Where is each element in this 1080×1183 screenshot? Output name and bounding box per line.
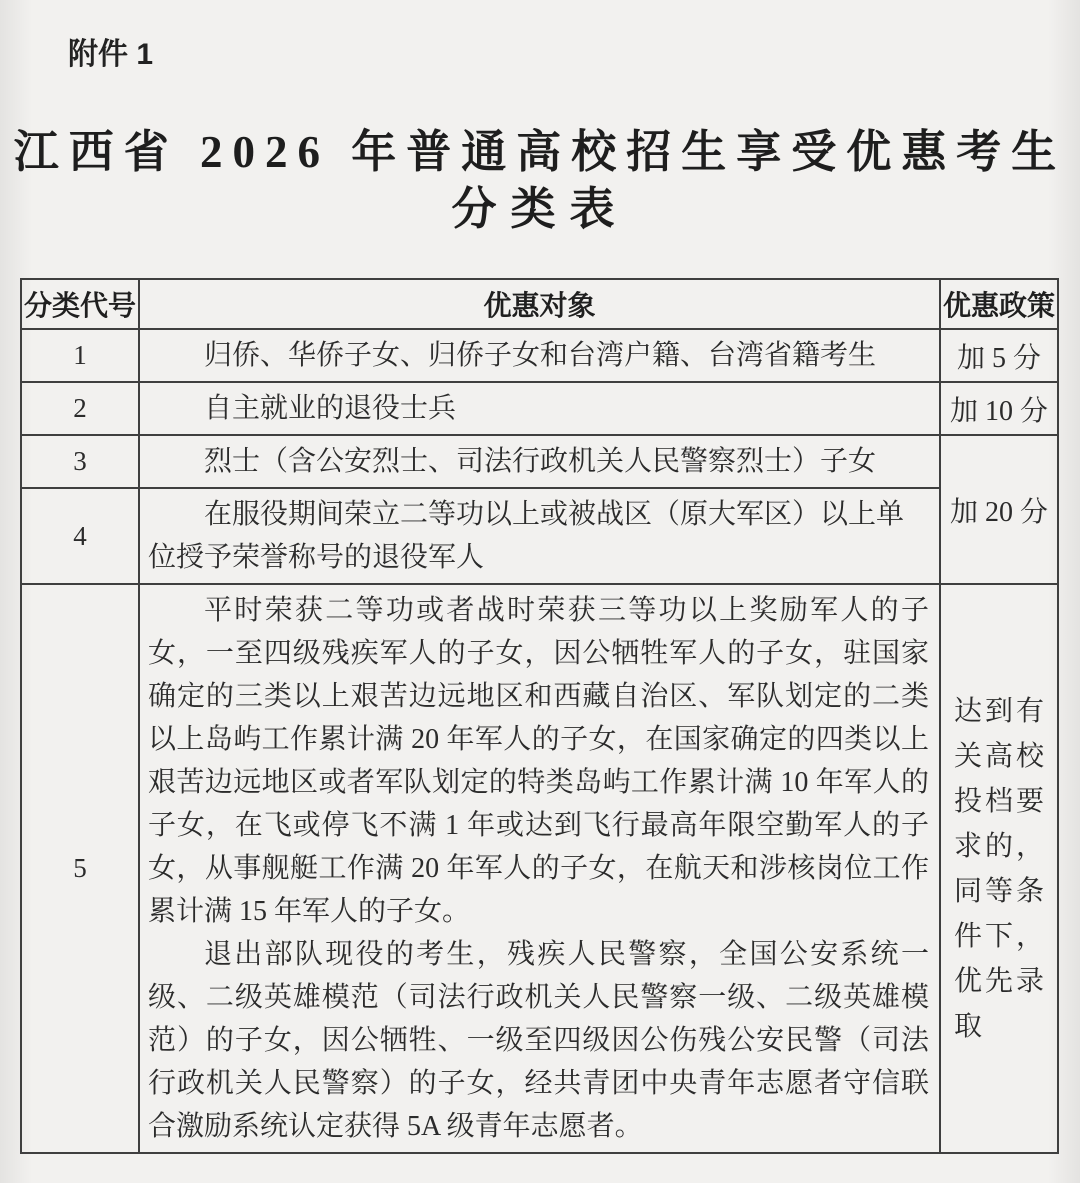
table-row	[21, 329, 1058, 382]
table-row	[21, 584, 1058, 1153]
table-row	[21, 435, 1058, 488]
row1-policy: 加 5 分	[940, 329, 1058, 382]
row5-code: 5	[21, 584, 139, 1153]
row5-target-paragraph-1: 平时荣获二等功或者战时荣获三等功以上奖励军人的子女，一至四级残疾军人的子女，因公牺牲军人的子女，驻国家确定的三类以上艰苦边远地区和西藏自治区、军队划定的二类以上岛屿工作累计满 20 年军人的子女，在国家确定的四类以上艰苦边远地区或者军队划定的特类岛屿工作累计满 10 年军人的子女，在飞或停飞不满 1 年或达到飞行最高年限空勤军人的子女，从事舰艇工作满 20 年军人的子女，在航天和涉核岗位工作累计满 15 年军人的子女。	[148, 595, 929, 927]
table-header-row	[21, 279, 1058, 329]
row4-target: 在服役期间荣立二等功以上或被战区（原大军区）以上单位授予荣誉称号的退役军人	[139, 488, 940, 584]
row5-target	[139, 584, 940, 1153]
preference-table	[20, 278, 1059, 1154]
row2-code: 2	[21, 382, 139, 435]
row5-policy: 达到有关高校投档要求的，同等条件下，优先录取	[940, 584, 1058, 1153]
row2-target: 自主就业的退役士兵	[139, 382, 940, 435]
table-row	[21, 382, 1058, 435]
table-row	[21, 488, 1058, 584]
document-title-line2: 分类表	[451, 184, 629, 234]
document-title-line1: 江西省 2026 年普通高校招生享受优惠考生	[13, 127, 1067, 177]
document-title	[0, 124, 1080, 238]
row4-code: 4	[21, 488, 139, 584]
header-policy: 优惠政策	[940, 279, 1058, 329]
row2-policy: 加 10 分	[940, 382, 1058, 435]
row3-4-merged-policy: 加 20 分	[940, 435, 1058, 584]
row5-target-paragraph-2: 退出部队现役的考生，残疾人民警察，全国公安系统一级、二级英雄模范（司法行政机关人民警察一级、二级英雄模范）的子女，因公牺牲、一级至四级因公伤残公安民警（司法行政机关人民警察）的子女，经共青团中央青年志愿者守信联合激励系统认定获得 5A 级青年志愿者。	[148, 939, 929, 1142]
attachment-label: 附件 1	[68, 38, 154, 71]
row3-code: 3	[21, 435, 139, 488]
row3-target: 烈士（含公安烈士、司法行政机关人民警察烈士）子女	[139, 435, 940, 488]
row1-target: 归侨、华侨子女、归侨子女和台湾户籍、台湾省籍考生	[139, 329, 940, 382]
header-code: 分类代号	[21, 279, 139, 329]
header-target: 优惠对象	[139, 279, 940, 329]
row1-code: 1	[21, 329, 139, 382]
